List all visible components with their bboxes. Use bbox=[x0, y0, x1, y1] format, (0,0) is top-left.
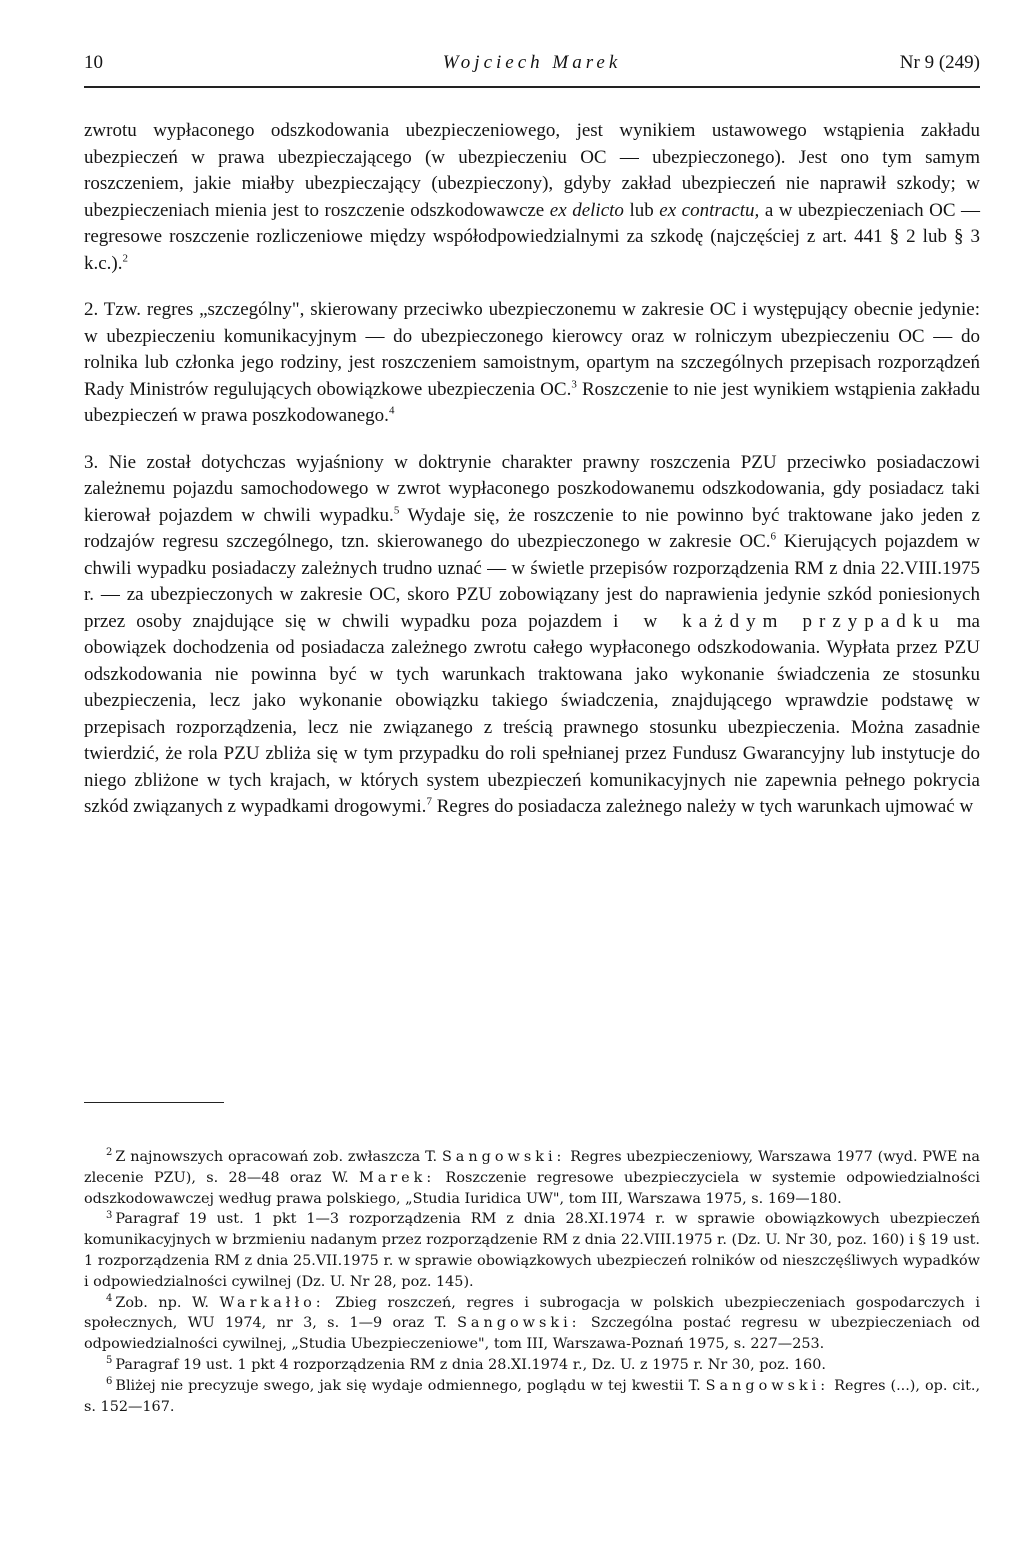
footnote-ref: 3 bbox=[571, 378, 577, 391]
footnote-text: Z najnowszych opracowań zob. zwłaszcza T. bbox=[115, 1149, 438, 1165]
footnote-2 bbox=[84, 1147, 980, 1209]
footnote-ref: 2 bbox=[122, 252, 129, 265]
footnote-text: Roszczenie regresowe ubezpieczyciela w systemie odpowiedzialności odszkodowawczej według prawa polskiego, „Studia Iuridica UW", tom III, Warszawa 1975, s. 169—180. bbox=[84, 1169, 980, 1207]
footnotes bbox=[84, 1147, 980, 1417]
running-author: Wojciech Marek bbox=[442, 52, 622, 73]
paragraph-continued bbox=[84, 118, 980, 277]
footnote-text: Bliżej nie precyzuje swego, jak się wydaje odmiennego, poglądu w tej kwestii T. bbox=[115, 1377, 701, 1394]
footnote-5 bbox=[84, 1355, 980, 1376]
paragraph-text: ma obowiązek dochodzenia od posiadacza zależnego zwrotu całego wypłaconego odszkodowania. Wypłata przez PZU odszkodowania nie powinna być w tych warunkach traktowana jako wykonanie świadczenia ze stosunku ubezpieczenia, lecz jako wykonanie obowiązku takiego świadczenia, znajdującego wprawdzie podstawę w przepisach rozporządzenia, lecz nie związanego z treścią prawnego stosunku ubezpieczenia. Można zasadnie twierdzić, że rola PZU zbliża się w tym przypadku do roli spełnianej przez Fundusz Gwarancyjny lub instytucje do niego zbliżone w tych krajach, w których system ubezpieczeń komunikacyjnych nie zapewnia pełnego pokrycia szkód związanych z wypadkami drogowymi. bbox=[84, 610, 980, 817]
page-number: 10 bbox=[84, 52, 103, 73]
author-name: Warkałło: bbox=[219, 1294, 325, 1311]
issue-number: Nr 9 (249) bbox=[899, 52, 980, 73]
footnote-text: Paragraf 19 ust. 1 pkt 1—3 rozporządzenia RM z dnia 28.XI.1974 r. w sprawie obowiązkowych ubezpieczeń komunikacyjnych w brzmieniu nadanym przez rozporządzenie RM z dnia 22.VIII.1975 r. (Dz. U. Nr 30, poz. 160) i § 19 ust. 1 rozporządzenia RM z dnia 25.VII.1975 r. w sprawie obowiązkowych ubezpieczeń rolników od nieszczęśliwych wypadków i odpowiedzialności cywilnej (Dz. U. Nr 28, poz. 145). bbox=[84, 1211, 980, 1290]
paragraph-text: Kierujących pojazdem w chwili wypadku posiadaczy zależnych trudno uznać — w świetle przepisów rozporządzenia RM z dnia 22.VIII.1975 r. — za ubezpieczonych w zakresie OC, skoro PZU zobowiązany jest do naprawienia jedynie szkód poniesionych przez osoby znajdujące się w chwili wypadku poza pojazdem bbox=[84, 531, 981, 632]
footnote-6 bbox=[84, 1376, 980, 1418]
document-page bbox=[84, 52, 981, 1415]
paragraph-text: a w ubezpieczeniach OC — regresowe roszczenie rozliczeniowe między współodpowiedzialnymi za szkodę (najczęściej z art. 441 § 2 lub § 3 k.c.). bbox=[84, 199, 981, 274]
paragraph-text: Regres do posiadacza zależnego należy w tych warunkach ujmować w bbox=[436, 796, 974, 817]
paragraph-text: lub bbox=[629, 199, 654, 221]
author-name: Sangowski: bbox=[457, 1315, 581, 1332]
paragraph-3 bbox=[84, 450, 980, 821]
latin-phrase: ex contractu, bbox=[659, 199, 760, 221]
emphasis-spaced: i w każdym przypadku bbox=[613, 610, 946, 632]
paragraph-text: zwrotu wypłaconego odszkodowania ubezpieczeniowego, jest wynikiem ustawowego wstąpienia zakładu ubezpieczeń w prawa ubezpieczającego (w ubezpieczeniu OC — ubezpieczonego). Jest ono tym samym roszczeniem, jakie miałby ubezpieczający (ubezpieczony), gdyby zakład ubezpieczeń nie naprawił szkody; w ubezpieczeniach mienia jest to roszczenie odszkodowawcze bbox=[84, 120, 980, 221]
footnote-number: 4 bbox=[106, 1292, 113, 1304]
paragraph-text: 2. Tzw. regres „szczególny", skierowany przeciwko ubezpieczonemu w zakresie OC i występujący obecnie jedynie: w ubezpieczeniu komunikacyjnym — do ubezpieczonego kierowcy oraz w rolniczym ubezpieczeniu OC — do rolnika lub członka jego rodziny, jest roszczeniem samoistnym, opartym na szczególnych przepisach rozporządzeń Rady Ministrów regulujących obowiązkowe ubezpieczenia OC. bbox=[84, 299, 980, 400]
latin-phrase: ex delicto bbox=[549, 199, 624, 221]
footnote-text: Zbieg roszczeń, regres i subrogacja w polskich ubezpieczeniach gospodarczych i społecznych, WU 1974, nr 3, s. 1—9 oraz T. bbox=[84, 1294, 980, 1332]
footnote-text: Szczególna postać regresu w ubezpieczeniach od odpowiedzialności cywilnej, „Studia Ubezpieczeniowe", tom III, Warszawa-Poznań 1975, s. 227—253. bbox=[84, 1315, 981, 1353]
running-header bbox=[84, 52, 980, 86]
footnote-number: 6 bbox=[106, 1375, 113, 1387]
main-text bbox=[84, 118, 980, 841]
footnote-ref: 6 bbox=[770, 530, 776, 543]
footnote-number: 5 bbox=[106, 1355, 113, 1367]
header-rule bbox=[84, 86, 980, 88]
footnote-ref: 5 bbox=[393, 504, 400, 517]
footnote-text: Regres (...), op. cit., s. 152—167. bbox=[84, 1377, 981, 1415]
footnote-4 bbox=[84, 1293, 980, 1355]
footnote-rule bbox=[84, 1102, 224, 1103]
footnote-text: Regres ubezpieczeniowy, Warszawa 1977 (wyd. PWE na zlecenie PZU), s. 28—48 oraz W. bbox=[84, 1149, 980, 1186]
author-name: Sangowski: bbox=[705, 1377, 830, 1394]
author-name: Marek: bbox=[358, 1169, 436, 1186]
footnote-number: 2 bbox=[106, 1147, 113, 1159]
footnote-ref: 4 bbox=[388, 404, 395, 417]
paragraph-2 bbox=[84, 297, 980, 430]
footnote-text: Zob. np. W. bbox=[115, 1294, 209, 1311]
paragraph-text: 3. Nie został dotychczas wyjaśniony w doktrynie charakter prawny roszczenia PZU przeciwko posiadaczowi zależnemu pojazdu samochodowego w zwrot wypłaconego poszkodowanemu odszkodowania, gdy posiadacz taki kierował pojazdem w chwili wypadku. bbox=[84, 451, 980, 526]
paragraph-text: Wydaje się, że roszczenie to nie powinno być traktowane jako jeden z rodzajów regresu szczególnego, tzn. skierowanego do ubezpieczonego w zakresie OC. bbox=[84, 504, 980, 552]
footnote-number: 3 bbox=[106, 1209, 113, 1221]
footnote-3 bbox=[84, 1209, 980, 1292]
footnote-text: Paragraf 19 ust. 1 pkt 4 rozporządzenia RM z dnia 28.XI.1974 r., Dz. U. z 1975 r. Nr 30, poz. 160. bbox=[115, 1356, 826, 1373]
author-name: Sangowski: bbox=[441, 1149, 566, 1165]
footnote-ref: 7 bbox=[426, 795, 432, 808]
paragraph-text: Roszczenie to nie jest wynikiem wstąpienia zakładu ubezpieczeń w prawa poszkodowanego. bbox=[84, 378, 980, 426]
